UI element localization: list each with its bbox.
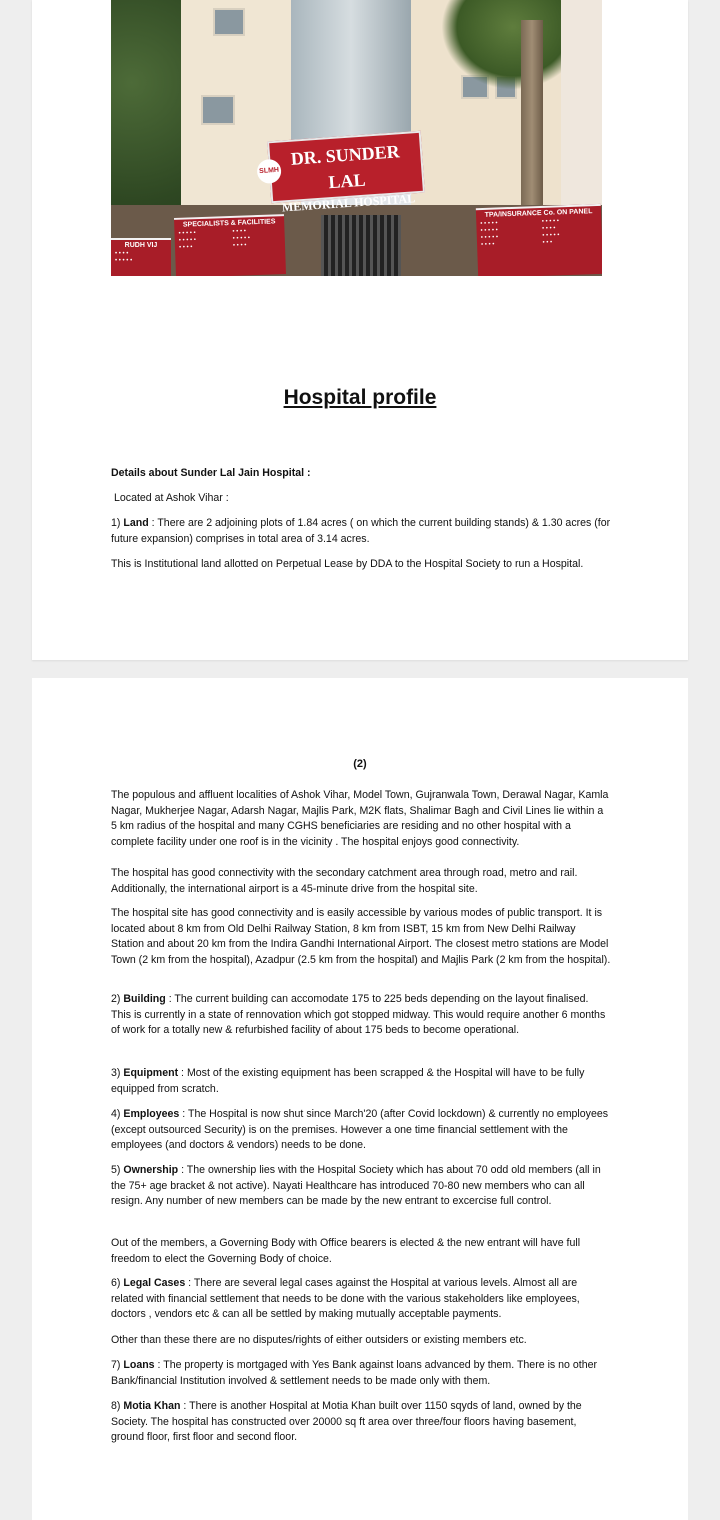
hospital-logo: SLMH xyxy=(256,159,282,185)
insurance-board: TPA/INSURANCE Co. ON PANEL • • • • • • • • • • • • • • • • • • • • • • • • • • • • • • • • • • • • xyxy=(476,204,602,276)
paragraph-motia-khan: 8) Motia Khan : There is another Hospital at Motia Khan built over 1150 sqyds of land, owned by the Society. The hospital has constructed over 20000 sq ft area over three/four floors having basement, ground floor, first floor and second floor. xyxy=(111,1400,582,1444)
paragraph-disputes: Other than these there are no disputes/rights of either outsiders or existing members etc. xyxy=(111,1334,527,1346)
paragraph-ownership: 5) Ownership : The ownership lies with the Hospital Society which has about 70 odd old members (all in the 75+ age bracket & not active). Nayati Healthcare has introduced 70-80 new members who can all resign. Any number of new members can be made by the new entrant to excercise full control. xyxy=(111,1164,601,1208)
paragraph-building: 2) Building : The current building can accomodate 175 to 225 beds depending on the layout finalised. This is currently in a state of rennovation which got stopped midway. This would require another 6 months of work for a totally new & refurbished facility of about 175 beds to become operational. xyxy=(111,993,606,1037)
side-board: RUDH VIJ • • • • • • • • • xyxy=(111,238,171,276)
specialists-board: SPECIALISTS & FACILITIES • • • • • • • • • • • • • • • • • • • • • • • • • • • xyxy=(174,214,286,276)
page-title: Hospital profile xyxy=(283,386,437,409)
land-paragraph: 1) Land : There are 2 adjoining plots of 1.84 acres ( on which the current building stands) & 1.30 acres (for future expansion) comprises in total area of 3.14 acres. xyxy=(111,517,611,545)
paragraph-governing-body: Out of the members, a Governing Body with Office bearers is elected & the new entrant will have full freedom to elect the Governing Body of choice. xyxy=(111,1237,581,1265)
document-page-2 xyxy=(32,678,688,1520)
hospital-name-sign: SLMH DR. SUNDER LAL MEMORIAL HOSPITAL xyxy=(267,131,425,204)
paragraph-equipment: 3) Equipment : Most of the existing equipment has been scrapped & the Hospital will have to be fully equipped from scratch. xyxy=(111,1067,585,1095)
hospital-building-photo xyxy=(111,0,602,276)
document-page-1 xyxy=(32,0,688,660)
paragraph-loans: 7) Loans : The property is mortgaged with Yes Bank against loans advanced by them. There is no other Bank/financial Institution involved & settlement needs to be made only with them. xyxy=(111,1359,598,1387)
location-line: Located at Ashok Vihar : xyxy=(114,492,229,504)
paragraph-transport: The hospital site has good connectivity and is easily accessible by various modes of public transport. It is located about 8 km from Old Delhi Railway Station, 8 km from ISBT, 15 km from New Delhi Railway Station and about 20 km from the Indira Gandhi International Airport. The closest metro stations are Model Town (2 km from the hospital), Azadpur (2.5 km from the hospital) and Majlis Park (2 km from the hospital). xyxy=(111,907,611,966)
paragraph-localities: The populous and affluent localities of Ashok Vihar, Model Town, Gujranwala Town, Derawal Nagar, Kamla Nagar, Mukherjee Nagar, Adarsh Nagar, Majlis Park, M2K flats, Shalimar Bagh and Civil Lines lie within a 5 km radius of the hospital and many CGHS beneficiaries are residing and no other hospital with a complete facility under one roof is in the vicinity . The hospital enjoys good connectivity. xyxy=(111,789,609,848)
paragraph-connectivity: The hospital has good connectivity with the secondary catchment area through road, metro and rail. Additionally, the international airport is a 45-minute drive from the hospital site. xyxy=(111,867,578,895)
paragraph-legal-cases: 6) Legal Cases : There are several legal cases against the Hospital at various levels. Almost all are related with financial settlement that needs to be done with the various stakeholders like employees, doctors , vendors etc & can all be settled by making mutually acceptable payments. xyxy=(111,1277,580,1321)
paragraph-employees: 4) Employees : The Hospital is now shut since March'20 (after Covid lockdown) & currently no employees (except outsourced Security) is on the premises. However a one time financial settlement with the employees (and doctors & vendors) needs to be done. xyxy=(111,1108,609,1152)
page-number: (2) xyxy=(353,758,367,770)
institutional-paragraph: This is Institutional land allotted on Perpetual Lease by DDA to the Hospital Society to run a Hospital. xyxy=(111,558,584,570)
details-heading: Details about Sunder Lal Jain Hospital : xyxy=(111,467,311,479)
